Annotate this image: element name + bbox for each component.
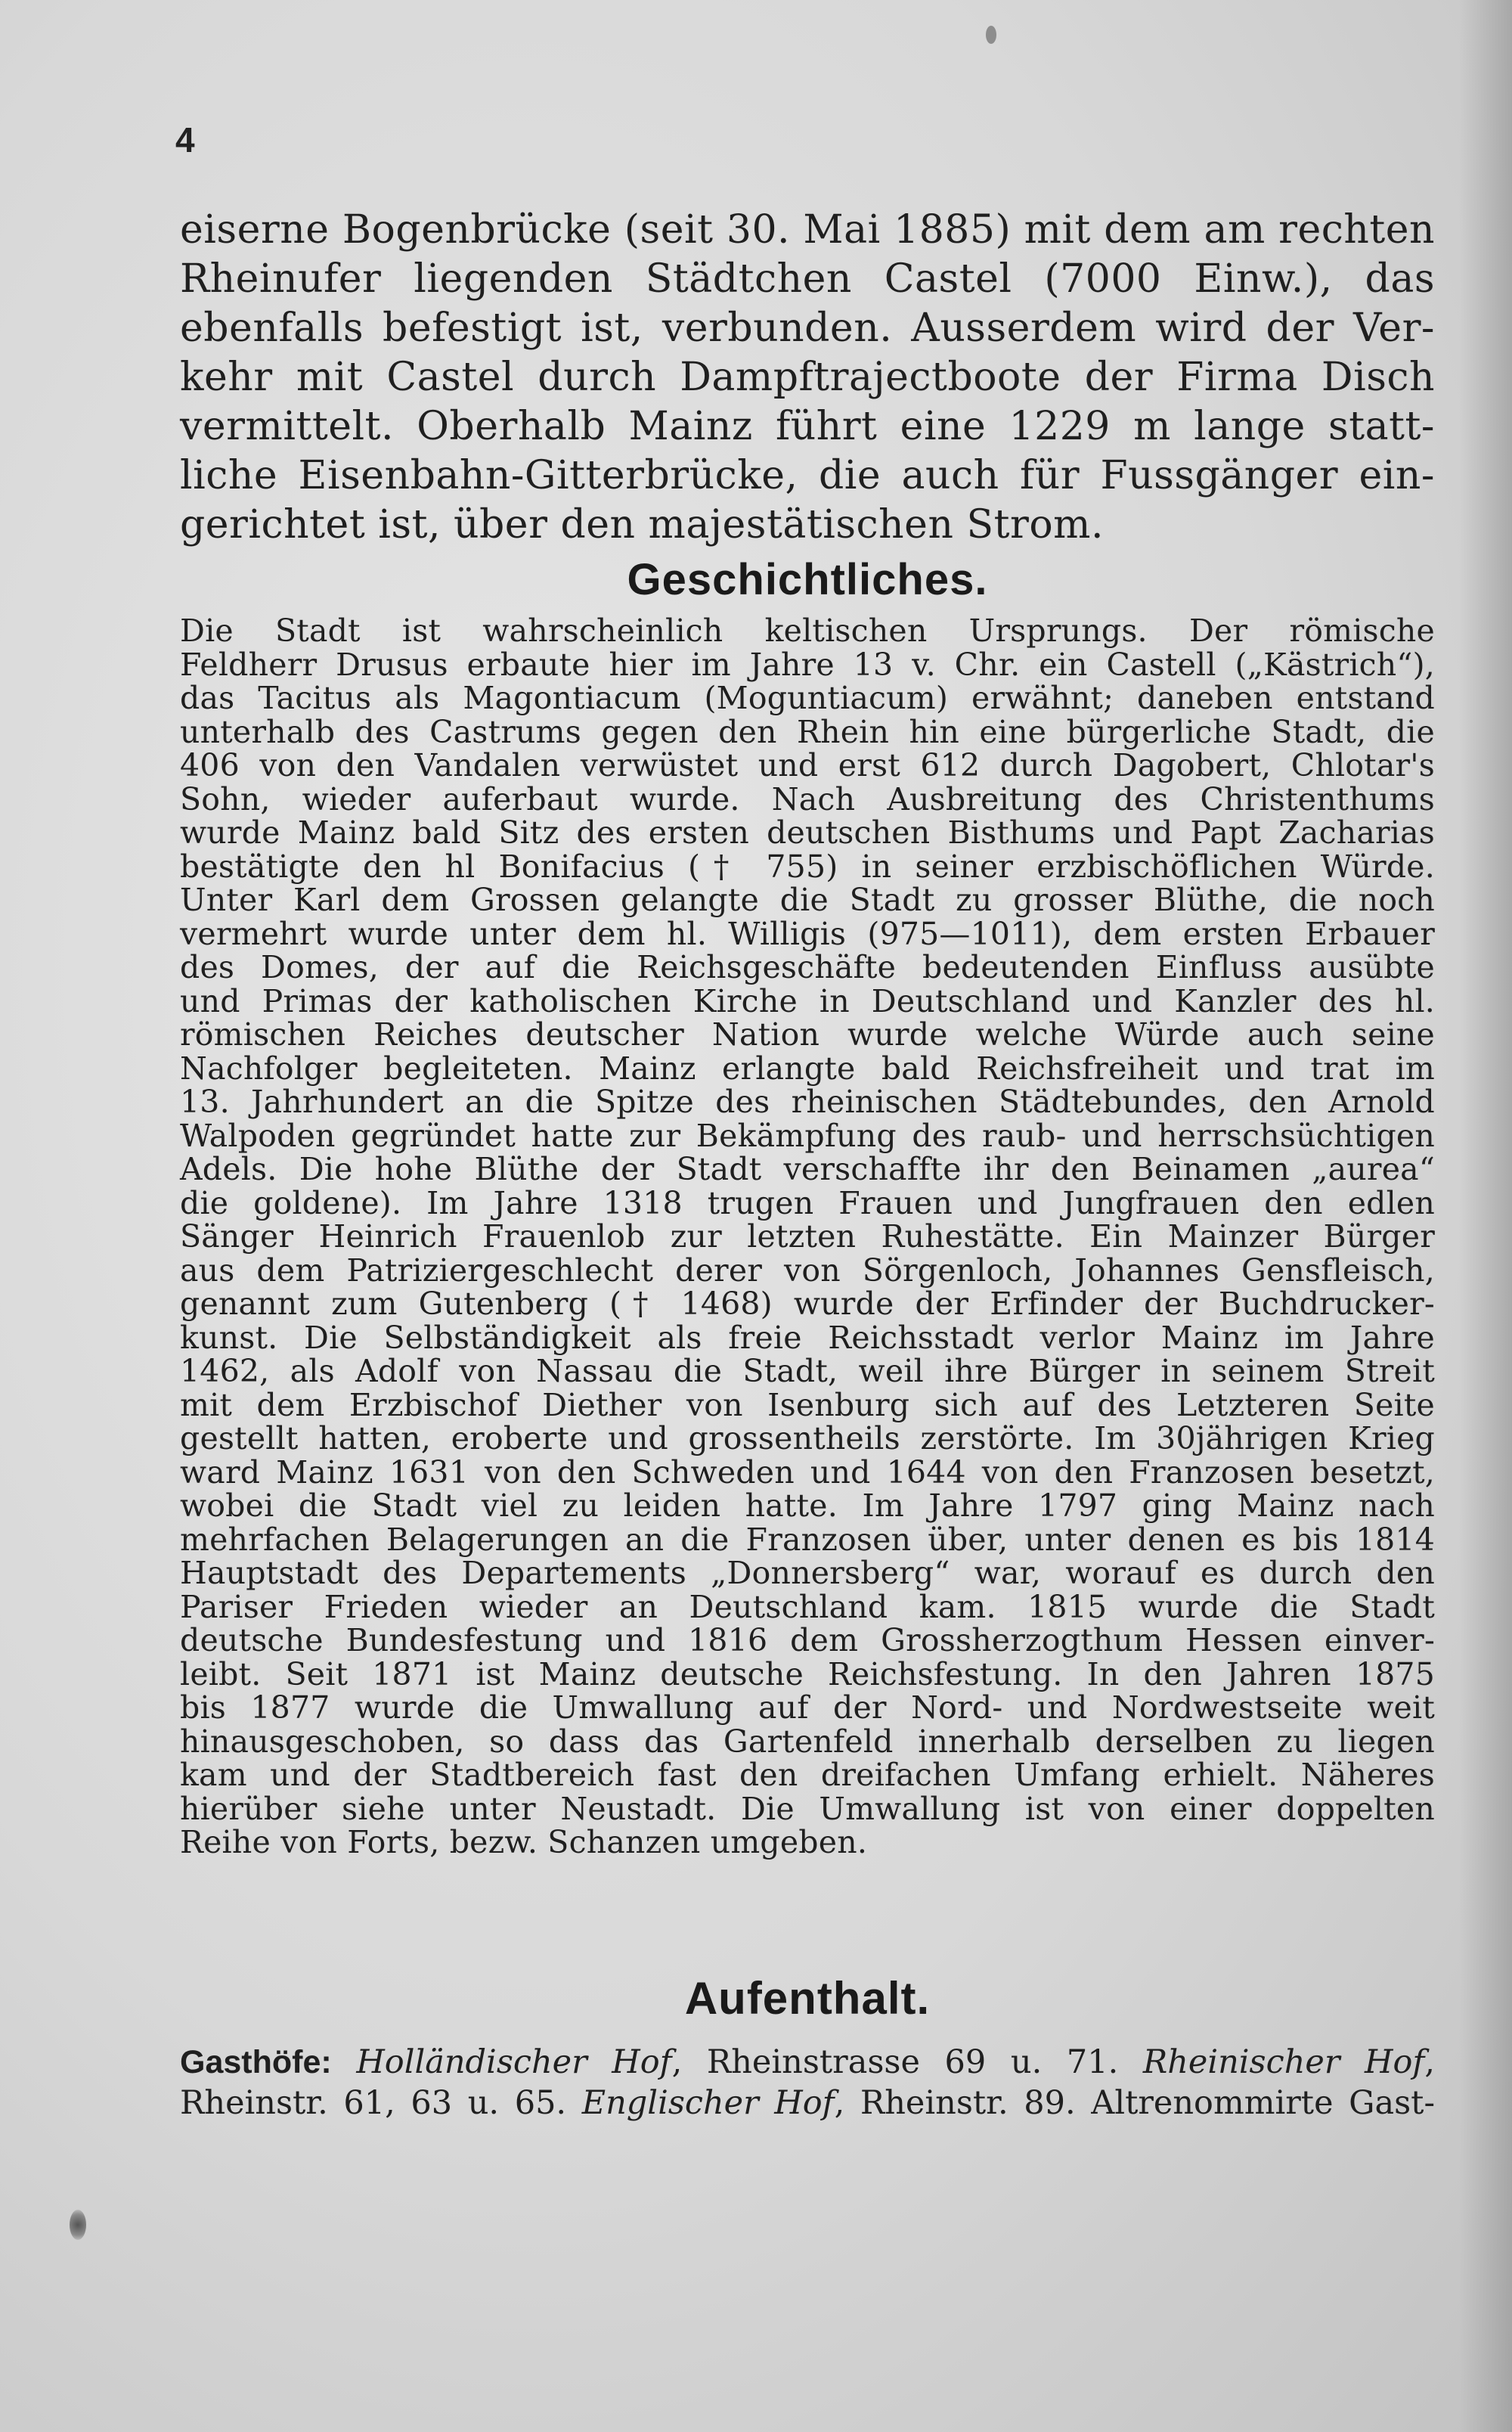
history-line: Nachfolger begleiteten. Mainz erlangte bald Reichsfreiheit und trat im [180, 1050, 1435, 1087]
history-line: bis 1877 wurde die Umwallung auf der Nord- und Nordwestseite weit [180, 1689, 1435, 1726]
history-line: des Domes, der auf die Reichsgeschäfte bedeutenden Einfluss ausübte [180, 949, 1435, 985]
intro-line: gerichtet ist, über den majestätischen Strom. [180, 502, 1104, 548]
gasthoefe-line-2 [180, 2083, 1435, 2123]
intro-paragraph [180, 206, 1435, 550]
history-line: 13. Jahrhundert an die Spitze des rheinischen Städtebundes, den Arnold [180, 1084, 1435, 1120]
hotel-address-text: , [1424, 2043, 1435, 2081]
hotel-address-text [332, 2043, 357, 2081]
history-line: Sohn, wieder auferbaut wurde. Nach Ausbreitung des Christenthums [180, 780, 1435, 817]
gasthoefe-line-1-text [332, 2043, 1435, 2081]
history-line: und Primas der katholischen Kirche in Deutschland und Kanzler des hl. [180, 982, 1435, 1019]
history-line: 1462, als Adolf von Nassau die Stadt, weil ihre Bürger in seinem Streit [180, 1353, 1435, 1389]
history-line: Die Stadt ist wahrscheinlich keltischen Ursprungs. Der römische [180, 613, 1435, 649]
page-number: 4 [175, 120, 195, 160]
print-speck [986, 26, 996, 44]
ink-smudge [70, 2210, 86, 2240]
history-line: unterhalb des Castrums gegen den Rhein hin eine bürgerliche Stadt, die [180, 713, 1435, 750]
history-line: Adels. Die hohe Blüthe der Stadt verschaffte ihr den Beinamen „aurea“ [180, 1151, 1435, 1187]
intro-line: eiserne Bogenbrücke (seit 30. Mai 1885) mit dem am rechten [180, 207, 1435, 253]
history-line: 406 von den Vandalen verwüstet und erst 612 durch Dagobert, Chlotar's [180, 747, 1435, 783]
history-line: bestätigte den hl Bonifacius († 755) in seiner erzbischöflichen Würde. [180, 848, 1435, 885]
hotel-address-text: Rheinstr. 61, 63 u. 65. [180, 2084, 582, 2122]
history-line: deutsche Bundesfestung und 1816 dem Grossherzogthum Hessen einver- [180, 1622, 1435, 1658]
history-line: kunst. Die Selbständigkeit als freie Reichsstadt verlor Mainz im Jahre [180, 1319, 1435, 1356]
history-line: aus dem Patriziergeschlecht derer von Sörgenloch, Johannes Gensfleisch, [180, 1252, 1435, 1289]
section-heading-geschichtliches: Geschichtliches. [627, 555, 988, 604]
history-line: römischen Reiches deutscher Nation wurde welche Würde auch seine [180, 1016, 1435, 1053]
history-line: wobei die Stadt viel zu leiden hatte. Im Jahre 1797 ging Mainz nach [180, 1487, 1435, 1524]
gasthoefe-label: Gasthöfe: [180, 2044, 332, 2080]
history-line: Walpoden gegründet hatte zur Bekämpfung des raub- und herrschsüchtigen [180, 1117, 1435, 1154]
hotel-name: Rheinischer Hof [1142, 2043, 1425, 2081]
hotel-name: Englischer Hof [581, 2084, 835, 2122]
history-line: vermehrt wurde unter dem hl. Willigis (975—1011), dem ersten Erbauer [180, 915, 1435, 952]
history-line: Unter Karl dem Grossen gelangte die Stadt zu grosser Blüthe, die noch [180, 882, 1435, 918]
history-line: Sänger Heinrich Frauenlob zur letzten Ruhestätte. Ein Mainzer Bürger [180, 1218, 1435, 1255]
section-heading-aufenthalt: Aufenthalt. [684, 1973, 931, 2024]
history-line: Reihe von Forts, bezw. Schanzen umgeben. [180, 1824, 868, 1860]
history-line: ward Mainz 1631 von den Schweden und 1644 von den Franzosen besetzt, [180, 1453, 1435, 1491]
intro-line: Rheinufer liegenden Städtchen Castel (7000 Einw.), das [180, 256, 1435, 302]
hotel-name: Holländischer Hof [356, 2043, 672, 2081]
history-line: genannt zum Gutenberg († 1468) wurde der Erfinder der Buchdrucker- [180, 1286, 1435, 1322]
page-edge-shadow [1459, 0, 1512, 2432]
intro-line: vermittelt. Oberhalb Mainz führt eine 1229 m lange statt- [180, 404, 1435, 449]
history-line: gestellt hatten, eroberte und grossentheils zerstörte. Im 30jährigen Krieg [180, 1420, 1435, 1456]
history-line: das Tacitus als Magontiacum (Moguntiacum) erwähnt; daneben entstand [180, 680, 1435, 716]
history-line: Feldherr Drusus erbaute hier im Jahre 13 v. Chr. ein Castell („Kästrich“), [180, 646, 1435, 683]
hotel-address-text: , Rheinstr. 89. Altrenommirte Gast- [834, 2084, 1435, 2122]
history-line: leibt. Seit 1871 ist Mainz deutsche Reichsfestung. In den Jahren 1875 [180, 1655, 1435, 1692]
history-line: wurde Mainz bald Sitz des ersten deutschen Bisthums und Papt Zacharias [180, 814, 1435, 851]
history-line: Hauptstadt des Departements „Donnersberg“ war, worauf es durch den [180, 1555, 1435, 1591]
history-line: hierüber siehe unter Neustadt. Die Umwallung ist von einer doppelten [180, 1790, 1435, 1827]
history-line: Pariser Frieden wieder an Deutschland kam. 1815 wurde die Stadt [180, 1588, 1435, 1625]
gasthoefe-paragraph [180, 2042, 1435, 2123]
history-line: mehrfachen Belagerungen an die Franzosen über, unter denen es bis 1814 [180, 1521, 1435, 1558]
history-line: die goldene). Im Jahre 1318 trugen Frauen und Jungfrauen den edlen [180, 1184, 1435, 1221]
history-line: kam und der Stadtbereich fast den dreifachen Umfang erhielt. Näheres [180, 1757, 1435, 1793]
intro-line: liche Eisenbahn-Gitterbrücke, die auch für Fussgänger ein- [180, 453, 1435, 498]
history-line: mit dem Erzbischof Diether von Isenburg sich auf des Letzteren Seite [180, 1386, 1435, 1423]
gasthoefe-line-1 [180, 2042, 1435, 2083]
hotel-address-text: , Rheinstrasse 69 u. 71. [671, 2043, 1143, 2081]
intro-line: ebenfalls befestigt ist, verbunden. Ausserdem wird der Ver- [180, 306, 1435, 351]
intro-line: kehr mit Castel durch Dampftrajectboote der Firma Disch [180, 355, 1435, 400]
history-line: hinausgeschoben, so dass das Gartenfeld innerhalb derselben zu liegen [180, 1723, 1435, 1760]
history-paragraph [180, 614, 1435, 1860]
